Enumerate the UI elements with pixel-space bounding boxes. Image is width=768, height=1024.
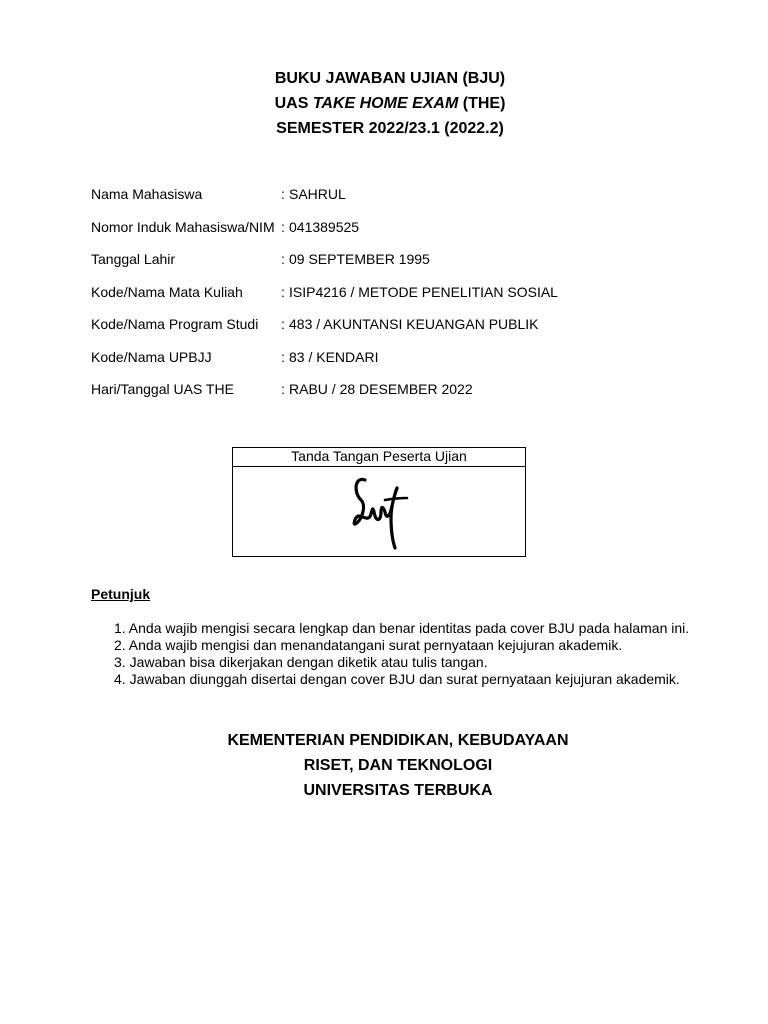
instruction-item: 1. Anda wajib mengisi secara lengkap dan benar identitas pada cover BJU pada halaman ini. (114, 620, 690, 636)
identity-separator: : (281, 186, 285, 203)
identity-row (91, 373, 711, 406)
petunjuk-heading: Petunjuk (91, 586, 151, 602)
identity-label: Kode/Nama Mata Kuliah (91, 283, 243, 300)
identity-value: 041389525 (289, 218, 360, 235)
identity-row (91, 243, 711, 276)
title-line-3: SEMESTER 2022/23.1 (2022.2) (276, 120, 504, 137)
identity-separator: : (281, 283, 285, 300)
title-line-2 (0, 91, 768, 116)
identity-value: RABU / 28 DESEMBER 2022 (289, 381, 473, 398)
identity-row (91, 211, 711, 244)
footer-line-1: KEMENTERIAN PENDIDIKAN, KEBUDAYAAN (227, 732, 569, 749)
signature-box (232, 447, 526, 557)
identity-separator: : (281, 316, 285, 333)
identity-label: Nama Mahasiswa (91, 186, 203, 203)
identity-value: ISIP4216 / METODE PENELITIAN SOSIAL (289, 283, 558, 300)
identity-row (91, 178, 711, 211)
identity-value: 09 SEPTEMBER 1995 (289, 251, 430, 268)
identity-separator: : (281, 251, 285, 268)
footer-line-2: RISET, DAN TEKNOLOGI (303, 757, 493, 774)
identity-label: Tanggal Lahir (91, 251, 176, 268)
instruction-list (114, 620, 734, 688)
identity-separator: : (281, 348, 285, 365)
identity-label: Kode/Nama UPBJJ (91, 348, 212, 365)
identity-row (91, 308, 711, 341)
title-line-2-suffix: (THE) (458, 95, 506, 112)
document-title (0, 66, 768, 141)
identity-value: 83 / KENDARI (289, 348, 379, 365)
signature-header: Tanda Tangan Peserta Ujian (233, 448, 525, 467)
identity-separator: : (281, 218, 285, 235)
signature-area (233, 467, 525, 556)
identity-row (91, 341, 711, 374)
title-line-2-italic: TAKE HOME EXAM (312, 95, 459, 112)
title-line-1: BUKU JAWABAN UJIAN (BJU) (274, 70, 506, 87)
institution-footer (0, 728, 768, 803)
identity-label: Hari/Tanggal UAS THE (91, 381, 234, 398)
identity-label: Kode/Nama Program Studi (91, 316, 259, 333)
identity-value: SAHRUL (289, 186, 346, 203)
identity-row (91, 276, 711, 309)
instruction-item: 3. Jawaban bisa dikerjakan dengan diketik atau tulis tangan. (114, 654, 488, 670)
handwritten-signature (351, 472, 411, 552)
title-line-2-prefix: UAS (274, 95, 313, 112)
footer-line-3: UNIVERSITAS TERBUKA (303, 782, 493, 799)
identity-table (91, 178, 711, 406)
identity-label: Nomor Induk Mahasiswa/NIM (91, 218, 275, 235)
instruction-item: 2. Anda wajib mengisi dan menandatangani surat pernyataan kejujuran akademik. (114, 637, 623, 653)
instruction-item: 4. Jawaban diunggah disertai dengan cover BJU dan surat pernyataan kejujuran akademik. (114, 671, 680, 687)
identity-separator: : (281, 381, 285, 398)
identity-value: 483 / AKUNTANSI KEUANGAN PUBLIK (289, 316, 539, 333)
